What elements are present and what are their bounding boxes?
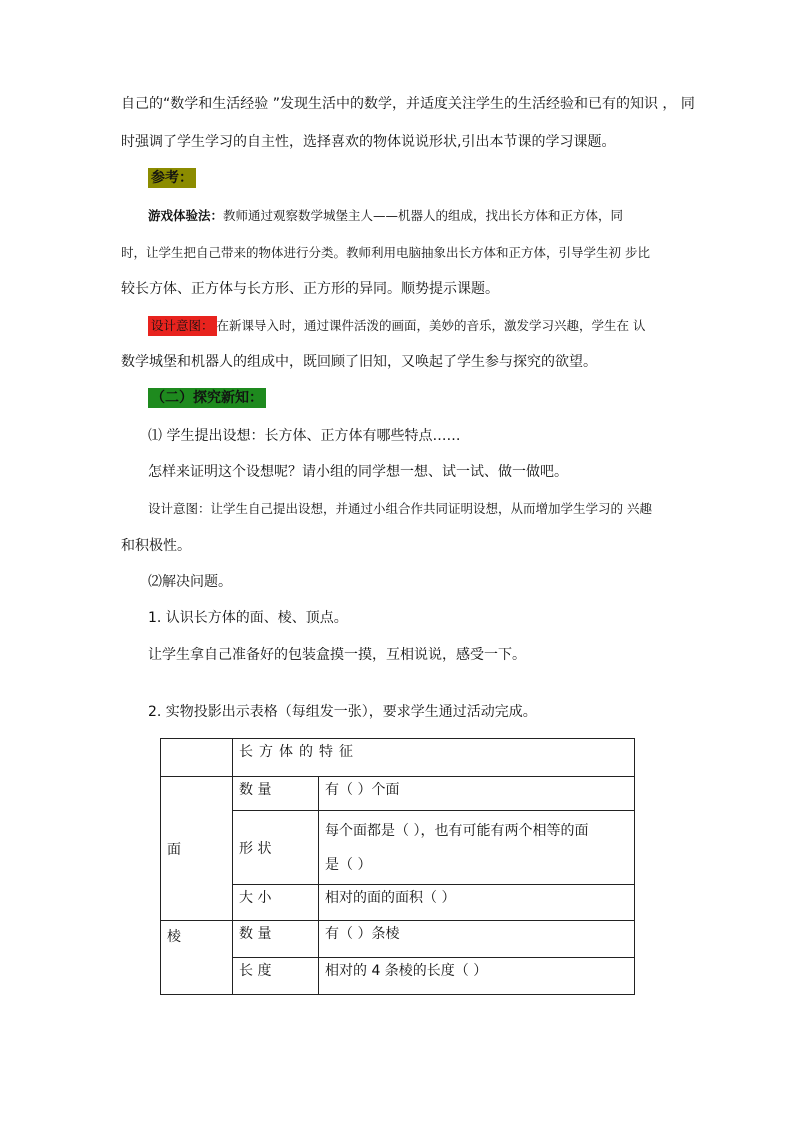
- attr-cell: 数 量: [233, 921, 319, 958]
- table-header-row: [161, 739, 635, 777]
- design-intent-2-line-2: 和积极性。: [121, 538, 191, 554]
- edge-label: 棱: [161, 921, 233, 995]
- reference-heading: [148, 168, 196, 188]
- step-2-item-1-detail: 让学生拿自己准备好的包装盒摸一摸，互相说说，感受一下。: [148, 647, 526, 663]
- step-2: ⑵解决问题。: [148, 574, 232, 590]
- method-name: 游戏体验法：: [148, 208, 224, 223]
- table-row: [161, 921, 635, 958]
- design-intent-1-line-2: 数学城堡和机器人的组成中，既回顾了旧知，又唤起了学生参与探究的欲望。: [121, 354, 597, 370]
- step-1-question: 怎样来证明这个设想呢？请小组的同学想一想、试一试、做一做吧。: [148, 464, 568, 480]
- intro-line-1: 自己的“数学和生活经验 ”发现生活中的数学，并适度关注学生的生活经验和已有的知识 ， 同: [121, 96, 695, 112]
- design-intent-label: 设计意图：: [148, 316, 217, 336]
- value-cell: [319, 811, 635, 885]
- reference-line-3: 较长方体、正方体与长方形、正方形的异同。顺势提示课题。: [121, 281, 499, 297]
- attr-cell: 数 量: [233, 777, 319, 811]
- table-row: [161, 811, 635, 885]
- cuboid-features-table: [160, 738, 635, 995]
- table-row: [161, 885, 635, 921]
- value-cell: 相对的 4 条棱的长度（ ）: [319, 958, 635, 995]
- value-cell-line-1: 每个面都是（ ），也有可能有两个相等的面: [325, 822, 589, 839]
- table-corner-cell: [161, 739, 233, 777]
- reference-line-1: [148, 206, 623, 226]
- intro-line-2: 时强调了学生学习的自主性，选择喜欢的物体说说形状,引出本节课的学习课题。: [121, 134, 616, 150]
- design-intent-2-line-1: 设计意图：让学生自己提出设想，并通过小组合作共同证明设想，从而增加学生学习的 兴趣: [148, 501, 652, 516]
- section-2-heading-label: （二）探究新知：: [148, 388, 266, 408]
- reference-line-1-text: 教师通过观察数学城堡主人——机器人的组成，找出长方体和正方体，同: [223, 208, 624, 223]
- step-2-item-1: 1. 认识长方体的面、棱、顶点。: [148, 610, 348, 626]
- attr-cell: 形 状: [233, 811, 319, 885]
- design-intent-1-text: 在新课导入时，通过课件活泼的画面，美妙的音乐，激发学习兴趣，学生在 认: [216, 318, 646, 333]
- attr-cell: 大 小: [233, 885, 319, 921]
- value-cell: 相对的面的面积（ ）: [319, 885, 635, 921]
- table-row: [161, 958, 635, 995]
- reference-line-2: 时，让学生把自己带来的物体进行分类。教师利用电脑抽象出长方体和正方体，引导学生初 步比: [121, 245, 650, 260]
- value-cell: 有（ ）条棱: [319, 921, 635, 958]
- design-intent-1-line-1: [148, 316, 646, 336]
- section-2-heading: [148, 388, 266, 408]
- table-row: [161, 777, 635, 811]
- table-header: 长方体的特征: [233, 739, 635, 777]
- value-cell-line-2: 是（ ）: [325, 856, 372, 873]
- value-cell: 有（ ）个面: [319, 777, 635, 811]
- step-1: ⑴ 学生提出设想：长方体、正方体有哪些特点……: [148, 428, 461, 444]
- reference-heading-label: 参考：: [148, 168, 196, 188]
- face-label: 面: [161, 777, 233, 921]
- attr-cell: 长 度: [233, 958, 319, 995]
- step-2-item-2: 2. 实物投影出示表格（每组发一张），要求学生通过活动完成。: [148, 704, 537, 720]
